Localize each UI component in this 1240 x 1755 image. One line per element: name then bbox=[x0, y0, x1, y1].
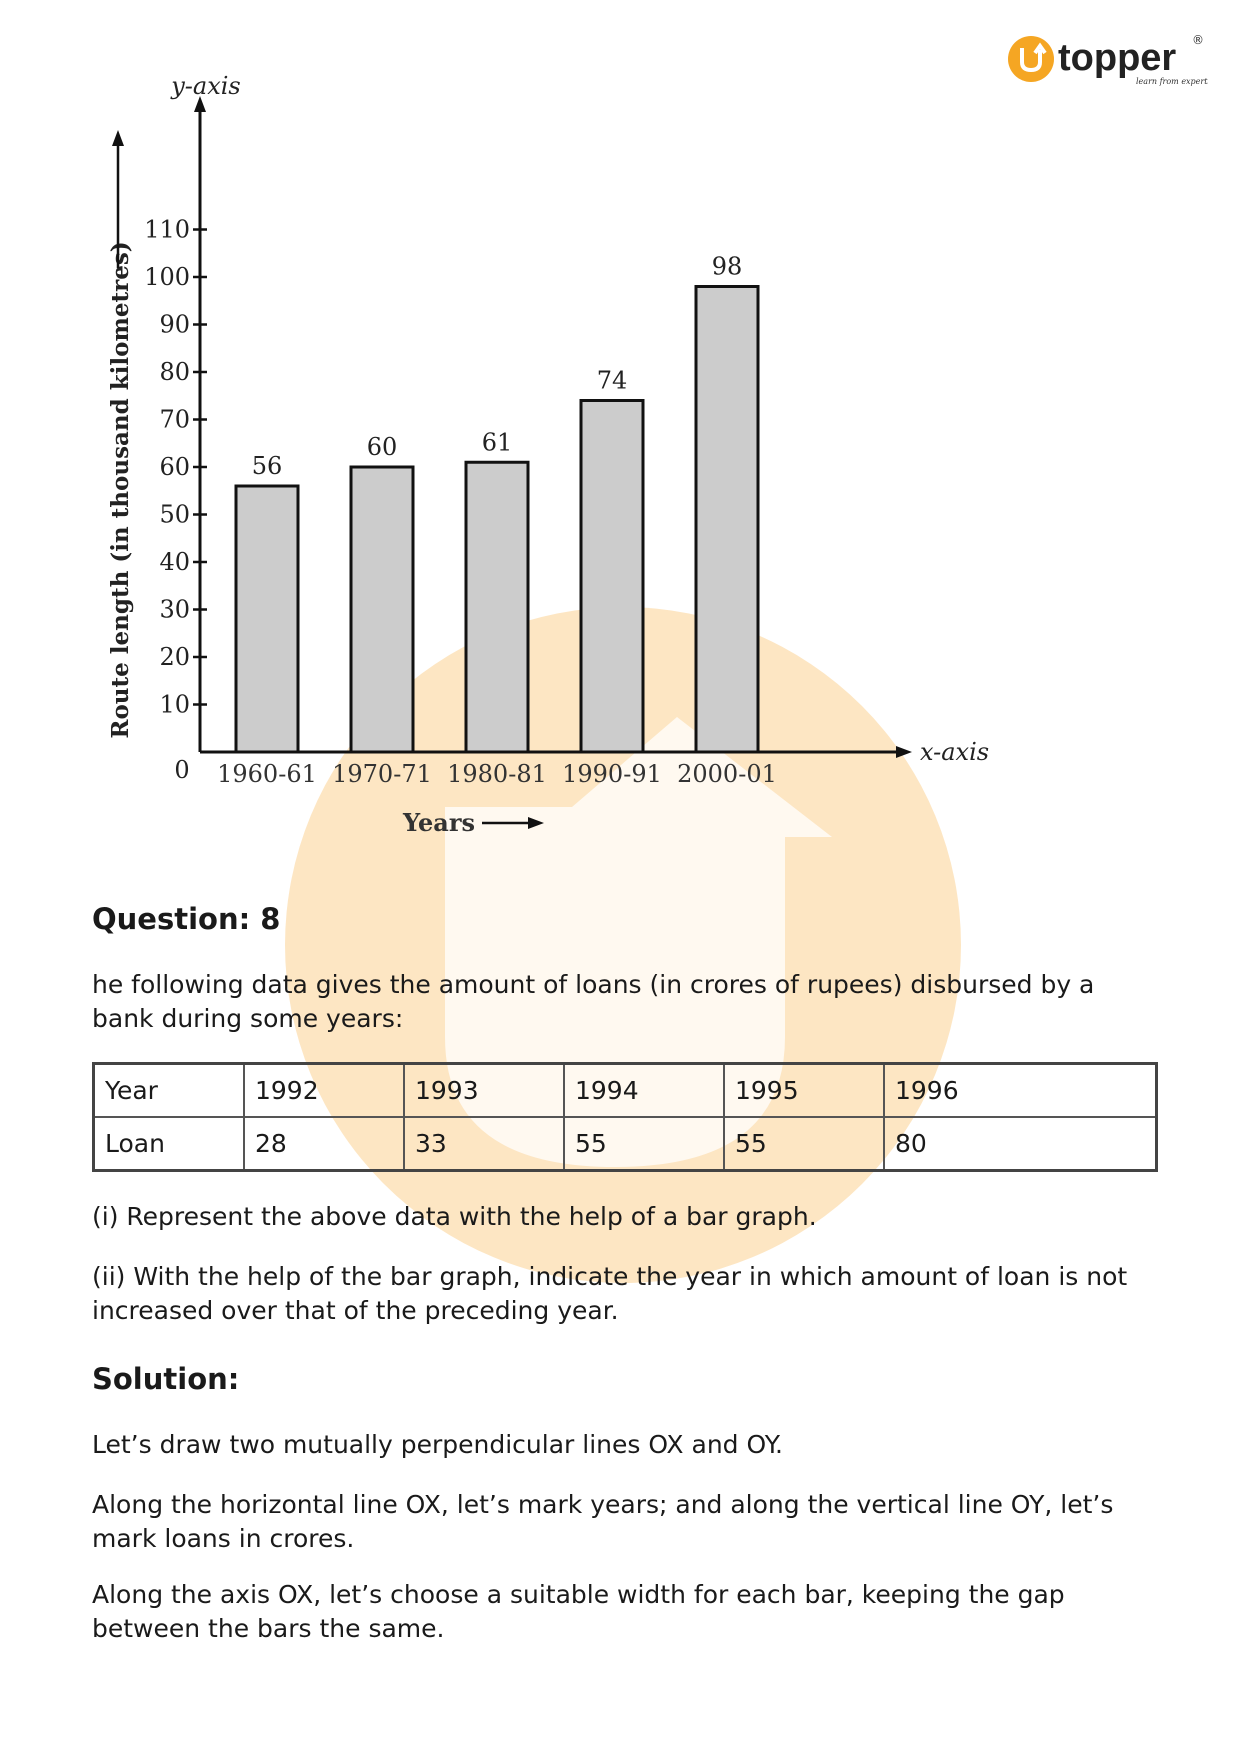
bar-value-label: 98 bbox=[711, 252, 743, 281]
y-tick-label: 110 bbox=[144, 215, 190, 244]
bar bbox=[581, 401, 643, 753]
question-part-i: (i) Represent the above data with the help of a bar graph. bbox=[92, 1202, 817, 1231]
logo-badge-icon bbox=[1008, 36, 1054, 82]
bar-value-label: 60 bbox=[366, 433, 398, 461]
x-axis-arrow-icon bbox=[896, 746, 912, 758]
logo-registered: ® bbox=[1192, 33, 1204, 47]
table-cell: 1992 bbox=[244, 1064, 404, 1118]
table-cell: 1995 bbox=[724, 1064, 884, 1118]
bar-value-label: 56 bbox=[251, 452, 283, 480]
question-text: he following data gives the amount of loans (in crores of rupees) disbursed by a bank during some years: bbox=[92, 970, 1095, 1033]
table-row bbox=[94, 1117, 1157, 1171]
y-title-arrow-icon bbox=[112, 130, 124, 146]
topper-logo bbox=[1008, 32, 1208, 92]
question-title: Question: 8 bbox=[92, 902, 281, 936]
origin-label: 0 bbox=[174, 756, 190, 784]
table-cell: 28 bbox=[244, 1117, 404, 1171]
y-tick-label: 10 bbox=[159, 690, 190, 719]
y-axis-name: y-axis bbox=[171, 72, 241, 100]
solution-paragraph: Let’s draw two mutually perpendicular lines OX and OY. bbox=[92, 1430, 783, 1459]
loan-table bbox=[92, 1062, 1158, 1172]
table-cell: 1994 bbox=[564, 1064, 724, 1118]
y-axis-title: Route length (in thousand kilometres) bbox=[107, 241, 134, 739]
logo-name: topper bbox=[1058, 37, 1177, 79]
route-length-bar-chart bbox=[90, 60, 1010, 860]
table-cell: 55 bbox=[564, 1117, 724, 1171]
y-tick-label: 100 bbox=[144, 263, 190, 291]
table-row bbox=[94, 1064, 1157, 1118]
table-cell: Year bbox=[94, 1064, 245, 1118]
bar-value-label: 61 bbox=[481, 428, 513, 457]
y-tick-label: 40 bbox=[159, 548, 190, 576]
solution-paragraph: Along the horizontal line OX, let’s mark years; and along the vertical line OY, let’s mark loans in crores. bbox=[92, 1490, 1114, 1553]
x-axis-name: x-axis bbox=[920, 738, 990, 766]
x-axis-title: Years bbox=[402, 808, 475, 837]
table-cell: 33 bbox=[404, 1117, 564, 1171]
x-tick-label: 1970-71 bbox=[332, 760, 432, 788]
y-tick-label: 70 bbox=[159, 405, 190, 434]
bar bbox=[466, 462, 528, 752]
x-tick-label: 1990-91 bbox=[562, 760, 662, 788]
solution-title: Solution: bbox=[92, 1362, 240, 1396]
table-cell: 80 bbox=[884, 1117, 1157, 1171]
bar bbox=[236, 486, 298, 752]
x-title-arrow-icon bbox=[528, 817, 544, 829]
bar bbox=[351, 467, 413, 752]
y-tick-label: 60 bbox=[159, 453, 190, 481]
table-cell: 55 bbox=[724, 1117, 884, 1171]
y-tick-label: 80 bbox=[159, 358, 190, 386]
table-cell: 1993 bbox=[404, 1064, 564, 1118]
y-tick-label: 50 bbox=[159, 500, 190, 529]
x-tick-label: 1960-61 bbox=[217, 760, 317, 788]
bar bbox=[696, 287, 758, 753]
bar-value-label: 74 bbox=[596, 366, 628, 395]
x-tick-label: 2000-01 bbox=[677, 760, 777, 788]
x-tick-label: 1980-81 bbox=[447, 760, 547, 788]
table-cell: 1996 bbox=[884, 1064, 1157, 1118]
logo-tagline: learn from experts bbox=[1136, 77, 1208, 86]
y-tick-label: 20 bbox=[159, 643, 190, 671]
solution-paragraph: Along the axis OX, let’s choose a suitable width for each bar, keeping the gap between the bars the same. bbox=[92, 1580, 1065, 1643]
table-cell: Loan bbox=[94, 1117, 245, 1171]
y-tick-label: 90 bbox=[159, 310, 190, 339]
y-tick-label: 30 bbox=[159, 595, 190, 624]
question-part-ii: (ii) With the help of the bar graph, indicate the year in which amount of loan is not increased over that of the preceding year. bbox=[92, 1262, 1128, 1325]
